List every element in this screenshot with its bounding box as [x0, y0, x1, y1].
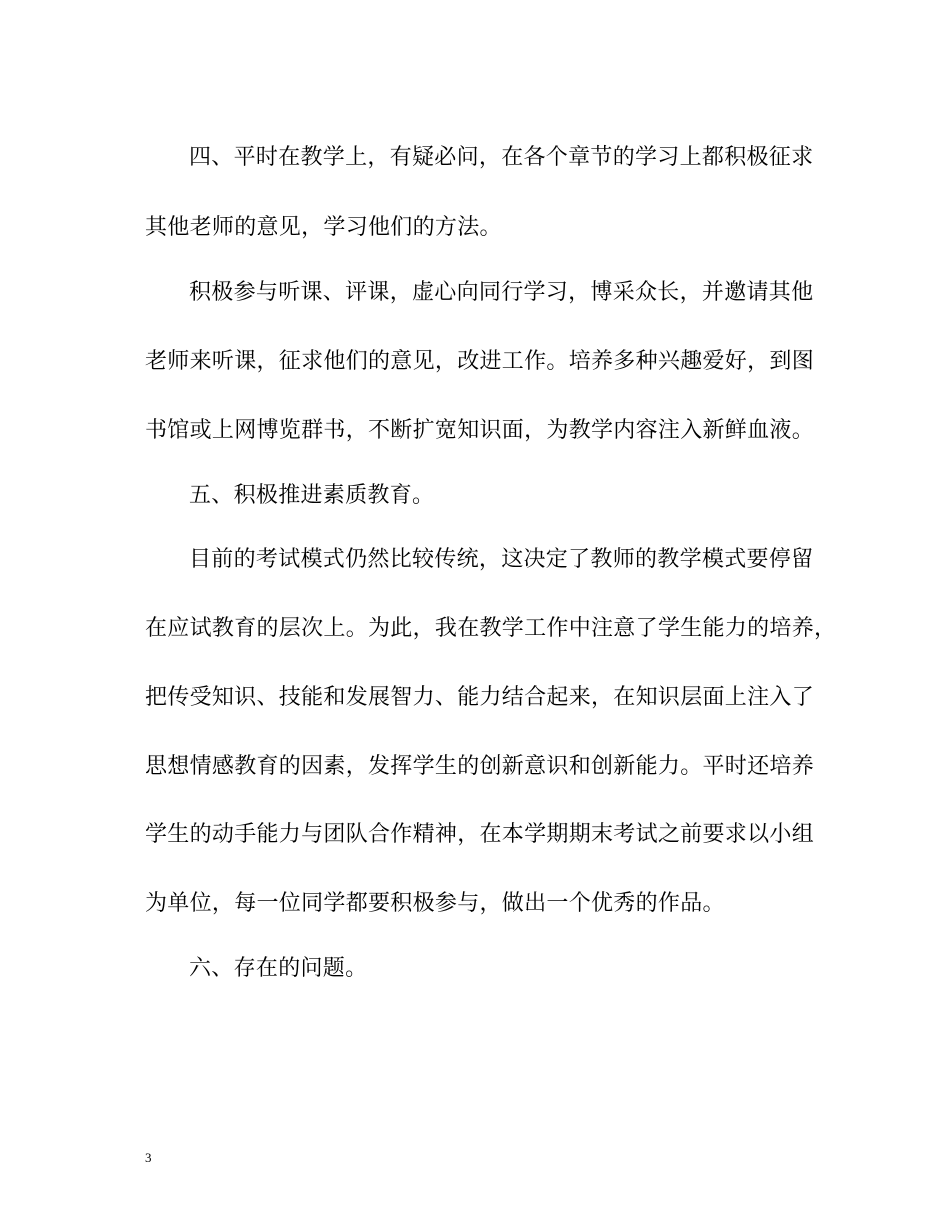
text-line: 老师来听课，征求他们的意见，改进工作。培养多种兴趣爱好，到图: [145, 349, 815, 374]
text-line: 其他老师的意见，学习他们的方法。: [145, 215, 502, 240]
text-line: 积极参与听课、评课，虚心向同行学习，博采众长，并邀请其他: [189, 280, 814, 305]
text-line: 学生的动手能力与团队合作精神，在本学期期末考试之前要求以小组: [145, 822, 815, 847]
text-line: 在应试教育的层次上。为此，我在教学工作中注意了学生能力的培养，: [145, 616, 837, 641]
section-heading: 六、存在的问题。: [189, 956, 368, 981]
text-line: 四、平时在教学上，有疑必问，在各个章节的学习上都积极征求: [189, 145, 814, 170]
text-line: 书馆或上网博览群书，不断扩宽知识面，为教学内容注入新鲜血液。: [145, 418, 815, 443]
page-number: 3: [145, 1150, 152, 1165]
text-line: 目前的考试模式仍然比较传统，这决定了教师的教学模式要停留: [189, 547, 814, 572]
text-line: 为单位，每一位同学都要积极参与，做出一个优秀的作品。: [145, 891, 725, 916]
section-heading: 五、积极推进素质教育。: [189, 483, 435, 508]
text-line: 把传受知识、技能和发展智力、能力结合起来，在知识层面上注入了: [145, 685, 815, 710]
text-line: 思想情感教育的因素，发挥学生的创新意识和创新能力。平时还培养: [145, 754, 815, 779]
